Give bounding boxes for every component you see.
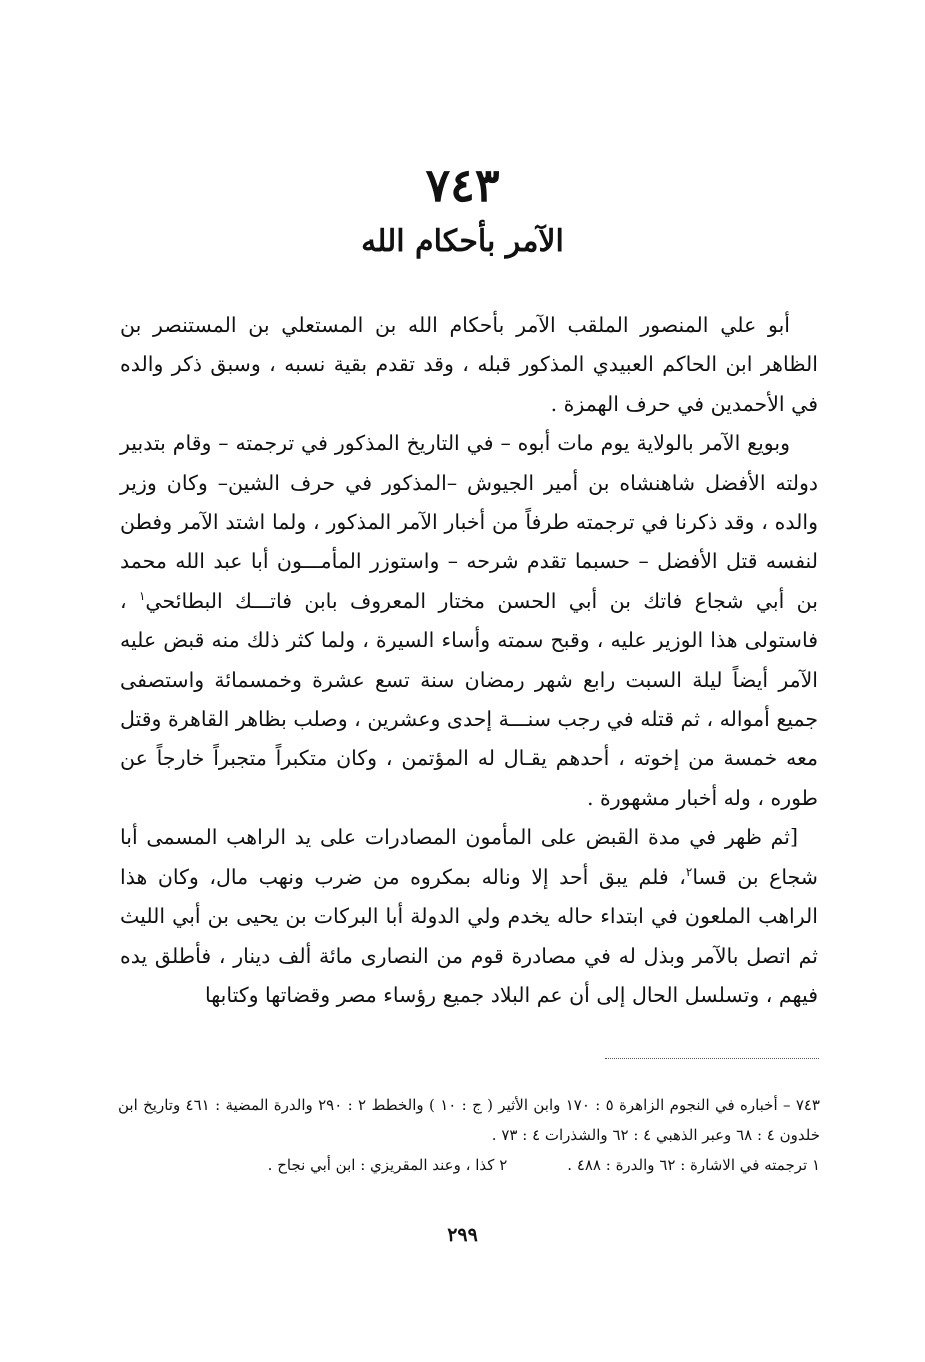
body-text [120,306,818,1015]
paragraph-3-part-a: [ثم ظهر في مدة القبض على المأمون المصادرات على يد الراهب المسمى أبا شجاع بن قسا [120,825,818,889]
page-number: ٢٩٩ [447,1224,478,1246]
footnote-2: ٢ كذا ، وعند المقريزي : ابن أبي نجاح . [267,1156,508,1174]
footnote-separator [605,1058,819,1059]
footnote-ref-2: ٢ [685,864,693,879]
footnote-1: ١ ترجمته في الاشارة : ٦٢ والدرة : ٤٨٨ . [567,1156,820,1174]
footnote-row [118,1150,820,1180]
paragraph-2-part-a: وبويع الآمر بالولاية يوم مات أبوه – في التاريخ المذكور في ترجمته – وقام بتدبير دولته الأفضل شاهنشاه بن أمير الجيوش –المذكور في حرف الشين– وكان وزير والده ، وقد ذكرنا في ترجمته طرفاً من أخبار الآمر المذكور ، ولما اشتد الآمر وفطن لنفسه قتل الأفضل – حسبما تقدم شرحه – واستوزر المأمـــون أبا عبد الله محمد بن أبي شجاع فاتك بن أبي الحسن مختار المعروف بابن فاتـــك البطائحي [120,431,818,613]
entry-number: ٧٤٣ [425,158,500,212]
paragraph-3-part-b: ، فلم يبق أحد إلا وناله بمكروه من ضرب ونهب مال، وكان هذا الراهب الملعون في ابتداء حاله يخدم ولي الدولة أبا البركات بن يحيى بن أبي الليث ثم اتصل بالآمر وبذل له في مصادرة قوم من النصارى مائة ألف دينار ، فأطلق يده فيهم ، وتسلسل الحال إلى أن عم البلاد جميع رؤساء مصر وقضاتها وكتابها [120,864,818,1007]
paragraph-3 [120,818,818,1015]
paragraph-1: أبو علي المنصور الملقب الآمر بأحكام الله بن المستعلي بن المستنصر بن الظاهر ابن الحاكم العبيدي المذكور قبله ، وقد تقدم بقية نسبه ، وسبق ذكر والده في الأحمدين في حرف الهمزة . [120,313,818,416]
footnotes [118,1090,820,1180]
footnote-ref-1: ١ [138,589,146,604]
paragraph-2 [120,424,818,818]
entry-title: الآمر بأحكام الله [361,224,564,259]
paragraph-2-part-b: ، فاستولى هذا الوزير عليه ، وقبح سمته وأساء السيرة ، ولما كثر ذلك منه قبض عليه الآمر أيضاً ليلة السبت رابع شهر رمضان سنة تسع عشرة وخمسمائة واستصفى جميع أمواله ، ثم قتله في رجب سنـــة إحدى وعشرين ، وصلب بظاهر القاهرة وقتل معه خمسة من إخوته ، أحدهم يقـال له المؤتمن ، وكان متكبراً متجبراً خارجاً عن طوره ، وله أخبار مشهورة . [120,588,818,810]
footnote-main: ٧٤٣ – أخباره في النجوم الزاهرة ٥ : ١٧٠ وابن الأثير ( ج : ١٠ ) والخطط ٢ : ٢٩٠ والدرة المضية : ٤٦١ وتاريخ ابن خلدون ٤ : ٦٨ وعبر الذهبي ٤ : ٦٢ والشذرات ٤ : ٧٣ . [118,1096,820,1144]
